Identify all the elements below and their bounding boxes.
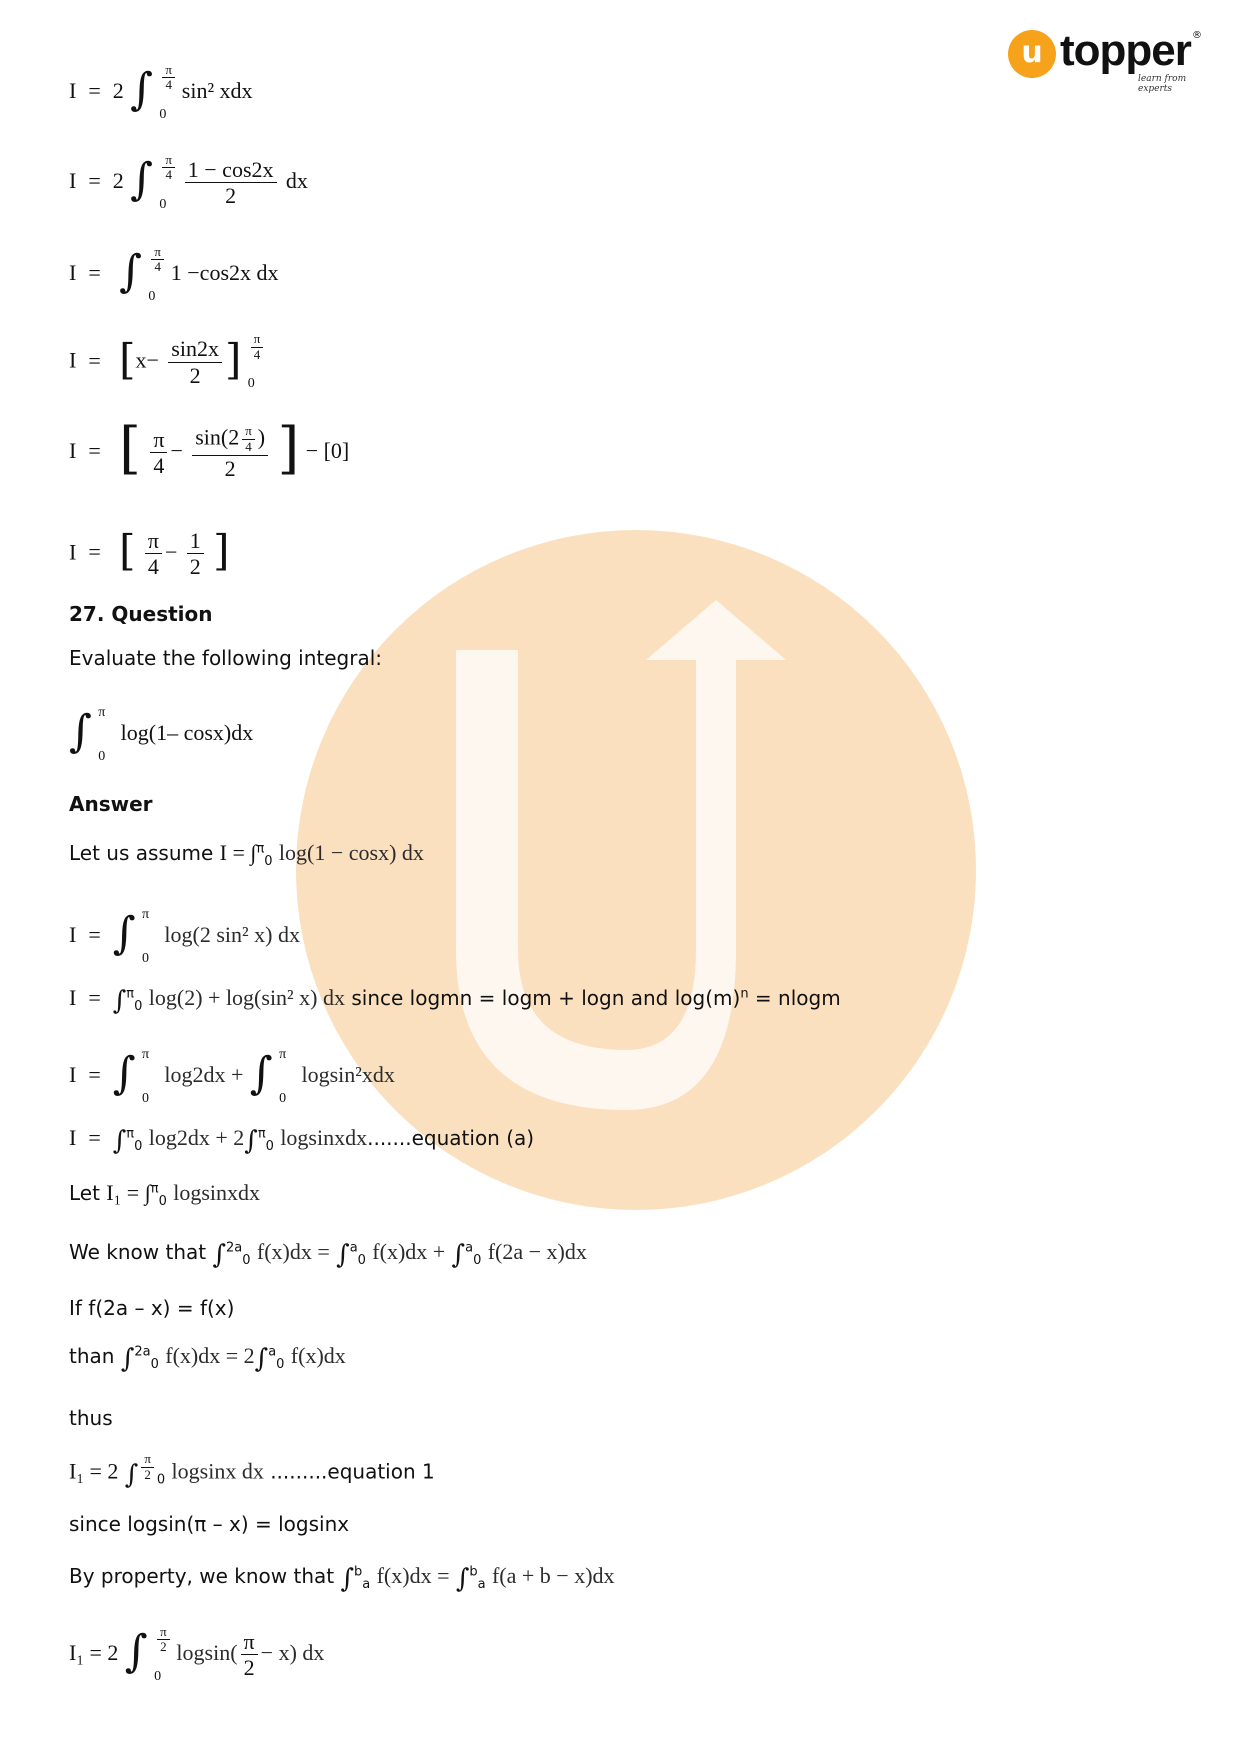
answer-by-property: By property, we know that ∫$^b_a$ f(x)dx = ∫$^b_a$ f(a + b − x)dx — [69, 1563, 615, 1594]
answer-assume: Let us assume I = ∫$^\pi_0$ log(1 − cosx) dx — [69, 840, 424, 869]
answer-than: than ∫$^{2a}_0$ f(x)dx = 2∫$^a_0$ f(x)dx — [69, 1343, 346, 1374]
step-5: I = [ $\frac{\pi}{4}$ − sin(2 $\frac{\pi}{4}$ ) 2 ] − [0] — [69, 416, 350, 481]
step-3: I = ∫ $\frac{\pi}{4}$ 0 1 −cos2x dx — [69, 243, 279, 304]
answer-step-2: I = ∫$^\pi_0$ log(2) + log(sin² x) dx since logmn = logm + logn and $\log(m)^n = nlogm$ — [69, 985, 841, 1016]
watermark-logo — [296, 530, 976, 1210]
step-1: I = 2 ∫ $\frac{\pi}{4}$ 0 sin² xdx — [69, 61, 253, 122]
question-heading: 27. Question — [69, 602, 213, 626]
question-integral: ∫ π 0 log(1– cosx)dx — [69, 704, 254, 764]
logo-word: topper — [1060, 26, 1191, 75]
step-2: I = 2 ∫ $\frac{\pi}{4}$ 0 $\frac{1 - \cos 2x}{2}$ dx — [69, 151, 308, 212]
answer-equation-1: I₁ = 2 ∫ $^{\frac{\pi}{2}}$ $_0$ logsinx dx .........equation 1 — [69, 1451, 435, 1490]
step-4: I = [x− $\frac{\sin 2x}{2}$ ] $\frac{\pi}{4}$ 0 — [69, 332, 264, 392]
answer-thus: thus — [69, 1406, 113, 1430]
question-prompt: Evaluate the following integral: — [69, 646, 383, 670]
answer-we-know: We know that ∫$^{2a}_0$ f(x)dx = ∫$^a_0$ f(x)dx + ∫$^a_0$ f(2a − x)dx — [69, 1239, 587, 1270]
answer-step-1: I = ∫ π 0 log(2 sin² x) dx — [69, 906, 300, 966]
logo-registered: ® — [1192, 30, 1202, 41]
answer-step-4: I = ∫$^\pi_0$ log2dx + 2∫$^\pi_0$ logsinxdx.......equation (a) — [69, 1125, 535, 1156]
answer-let-i1: Let I₁ = ∫$^\pi_0$ logsinxdx — [69, 1180, 260, 1209]
answer-heading: Answer — [69, 792, 153, 816]
brand-logo — [1008, 26, 1208, 94]
logo-tagline: learn from experts — [1138, 74, 1187, 94]
answer-step-3: I = ∫ π 0 log2dx + ∫ π 0 logsin²xdx — [69, 1046, 395, 1106]
answer-if-line: If f(2a – x) = f(x) — [69, 1296, 235, 1320]
answer-since-line: since logsin(π – x) = logsinx — [69, 1512, 350, 1536]
step-6: I = [ $\frac{\pi}{4}$ − $\frac{1}{2}$ ] — [69, 526, 230, 580]
answer-last-step: I₁ = 2 ∫ $\frac{\pi}{2}$ 0 logsin( $\frac{\pi}{2}$ − x) dx — [69, 1623, 325, 1684]
logo-mark-icon: u — [1008, 30, 1056, 78]
